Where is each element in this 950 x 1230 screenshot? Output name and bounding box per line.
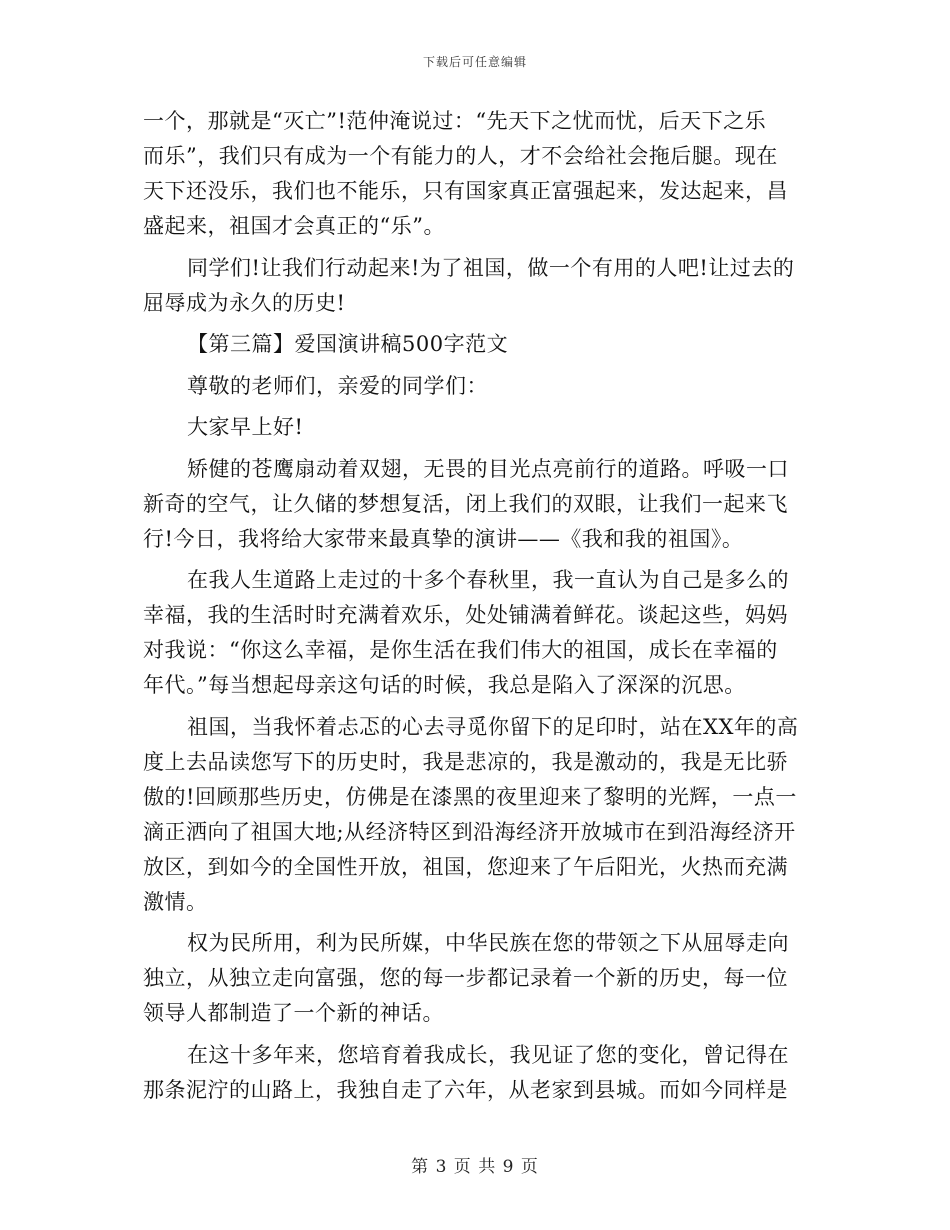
- document-body: [143, 104, 807, 1108]
- text-line: 放区，到如今的全国性开放，祖国，您迎来了午后阳光，火热而充满: [143, 854, 788, 879]
- text-line: 行!今日，我将给大家带来最真挚的演讲——《我和我的祖国》。: [143, 526, 744, 551]
- text-line: 在我人生道路上走过的十多个春秋里，我一直认为自己是多么的: [187, 568, 789, 592]
- text-line: 激情。: [143, 889, 208, 914]
- text-line: 领导人都制造了一个新的神话。: [143, 1001, 444, 1025]
- text-line: 在这十多年来，您培育着我成长，我见证了您的变化，曾记得在: [187, 1042, 789, 1067]
- page-header: 下载后可任意编辑: [422, 55, 527, 69]
- page-number: 第 3 页 共 9 页: [411, 1157, 539, 1177]
- paragraph-1: [143, 104, 807, 244]
- text-line: 祖国，当我怀着忐忑的心去寻觅你留下的足印时，站在XX年的高: [187, 714, 799, 739]
- text-line: 年代。”每当想起母亲这句话的时候，我总是陷入了深深的沉思。: [143, 673, 746, 697]
- text-line: 【第三篇】爱国演讲稿500字范文: [187, 332, 509, 356]
- section-heading: [143, 327, 807, 362]
- paragraph-6: [143, 926, 807, 1031]
- text-line: 而乐”，我们只有成为一个有能力的人，才不会给社会拖后腿。现在: [143, 144, 778, 168]
- text-line: 傲的!回顾那些历史，仿佛是在漆黑的夜里迎来了黎明的光辉，一点一: [143, 784, 797, 809]
- text-line: 一个，那就是“灭亡”!范仲淹说过：“先天下之忧而忧，后天下之乐: [143, 109, 767, 133]
- paragraph-2: [143, 251, 807, 321]
- text-line: 那条泥泞的山路上，我独自走了六年，从老家到县城。而如今同样是: [143, 1077, 788, 1102]
- text-line: 大家早上好!: [187, 415, 304, 439]
- paragraph-5: [143, 710, 807, 920]
- text-line: 独立，从独立走向富强，您的每一步都记录着一个新的历史，每一位: [143, 966, 788, 990]
- text-line: 屈辱成为永久的历史!: [143, 290, 346, 315]
- text-line: 同学们!让我们行动起来!为了祖国，做一个有用的人吧!让过去的: [187, 255, 795, 280]
- text-line: 幸福，我的生活时时充满着欢乐，处处铺满着鲜花。谈起这些，妈妈: [143, 603, 788, 627]
- paragraph-7: [143, 1038, 807, 1108]
- text-line: 权为民所用，利为民所媒，中华民族在您的带领之下从屈辱走向: [187, 931, 789, 955]
- text-line: 滴正洒向了祖国大地;从经济特区到沿海经济开放城市在到沿海经济开: [143, 819, 796, 844]
- text-line: 天下还没乐，我们也不能乐，只有国家真正富强起来，发达起来，昌: [143, 179, 788, 203]
- paragraph-4: [143, 563, 807, 703]
- text-line: 盛起来，祖国才会真正的“乐”。: [143, 214, 445, 238]
- text-line: 矫健的苍鹰扇动着双翅，无畏的目光点亮前行的道路。呼吸一口: [187, 456, 789, 481]
- text-line: 对我说：“你这么幸福，是你生活在我们伟大的祖国，成长在幸福的: [143, 638, 778, 662]
- greeting: [143, 410, 807, 445]
- text-line: 尊敬的老师们，亲爱的同学们：: [187, 373, 488, 398]
- text-line: 新奇的空气，让久储的梦想复活，闭上我们的双眼，让我们一起来飞: [143, 491, 788, 516]
- paragraph-3: [143, 452, 807, 557]
- salutation: [143, 369, 807, 404]
- text-line: 度上去品读您写下的历史时，我是悲凉的，我是激动的，我是无比骄: [143, 749, 788, 774]
